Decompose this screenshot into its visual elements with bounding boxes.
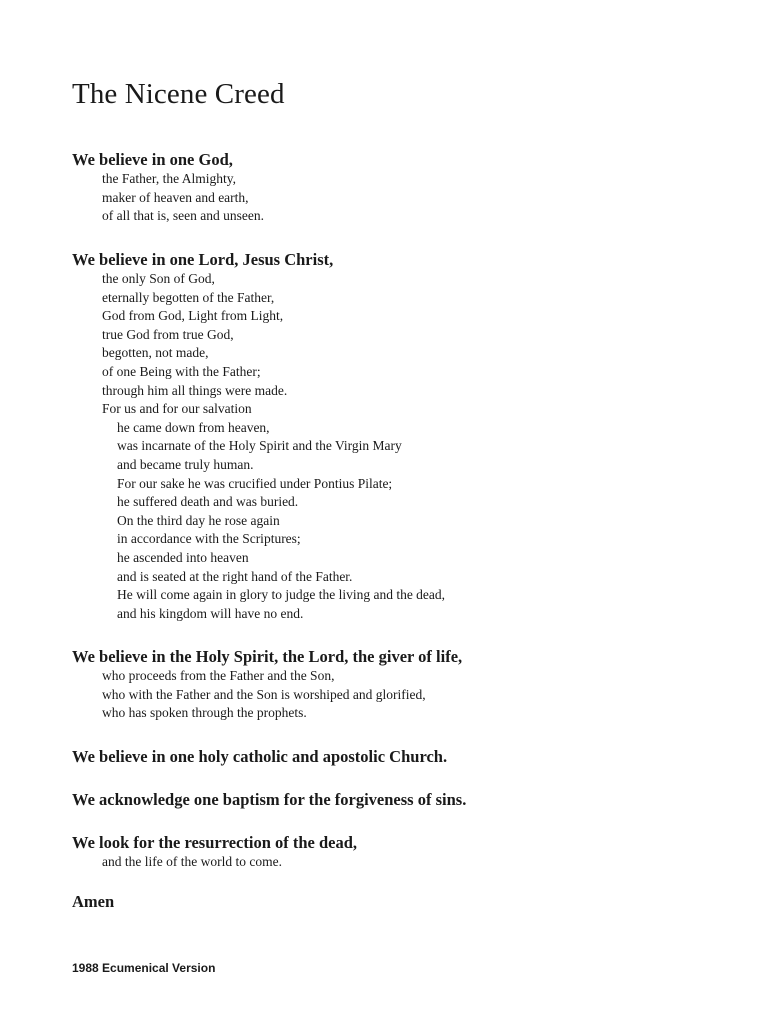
creed-line: through him all things were made. — [102, 382, 288, 398]
amen-text: Amen — [72, 892, 115, 911]
creed-subline: he came down from heaven, — [117, 419, 270, 435]
amen — [72, 892, 114, 912]
stanza-one-lord — [72, 250, 445, 623]
creed-line: the only Son of God, — [102, 271, 215, 286]
creed-subline: and is seated at the right hand of the Father. — [117, 568, 353, 584]
stanza-holy-spirit — [72, 647, 462, 723]
creed-line: true God from true God, — [102, 326, 234, 342]
stanza-one-god — [72, 150, 264, 226]
stanza-heading: We believe in one Lord, Jesus Christ, — [72, 250, 334, 269]
creed-subline: he suffered death and was buried. — [117, 494, 299, 510]
creed-subline: and his kingdom will have no end. — [117, 605, 304, 621]
stanza-baptism — [72, 790, 466, 810]
page-title: The Nicene Creed — [72, 78, 285, 110]
creed-line: who proceeds from the Father and the Son, — [102, 668, 335, 683]
creed-subline: he ascended into heaven — [117, 549, 249, 565]
creed-subline: On the third day he rose again — [117, 512, 280, 528]
creed-subline: For our sake he was crucified under Pontius Pilate; — [117, 475, 393, 491]
creed-line: who with the Father and the Son is worshiped and glorified, — [102, 686, 426, 702]
creed-subline: was incarnate of the Holy Spirit and the Virgin Mary — [117, 438, 402, 454]
stanza-heading: We look for the resurrection of the dead, — [72, 833, 358, 852]
stanza-heading: We acknowledge one baptism for the forgiveness of sins. — [72, 790, 467, 809]
creed-line: of one Being with the Father; — [102, 363, 261, 379]
stanza-heading: We believe in the Holy Spirit, the Lord, the giver of life, — [72, 647, 463, 666]
creed-line: begotten, not made, — [102, 345, 209, 361]
creed-subline: and became truly human. — [117, 456, 254, 472]
creed-line: For us and for our salvation — [102, 401, 252, 417]
creed-line: and the life of the world to come. — [102, 854, 282, 869]
stanza-church — [72, 747, 447, 767]
stanza-heading: We believe in one God, — [72, 150, 233, 169]
creed-line: God from God, Light from Light, — [102, 308, 284, 324]
creed-line: who has spoken through the prophets. — [102, 705, 307, 721]
creed-line: the Father, the Almighty, — [102, 171, 236, 186]
creed-subline: He will come again in glory to judge the living and the dead, — [117, 587, 446, 603]
stanza-heading: We believe in one holy catholic and apostolic Church. — [72, 747, 448, 766]
creed-line: eternally begotten of the Father, — [102, 289, 275, 305]
creed-subline: in accordance with the Scriptures; — [117, 531, 301, 547]
creed-line: of all that is, seen and unseen. — [102, 208, 264, 224]
stanza-resurrection — [72, 833, 357, 872]
creed-line: maker of heaven and earth, — [102, 189, 249, 205]
version-footer: 1988 Ecumenical Version — [72, 961, 216, 975]
